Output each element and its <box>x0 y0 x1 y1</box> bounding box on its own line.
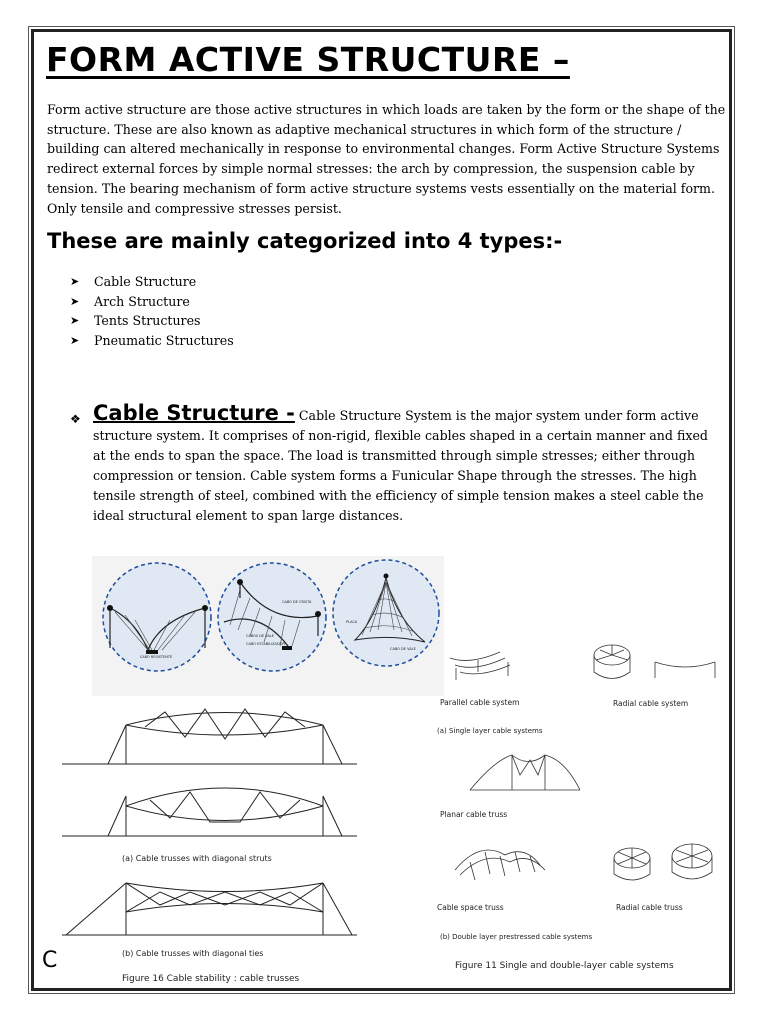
c2-mid-label: CABOS DE VALE <box>246 634 275 638</box>
truss-a-caption: (a) Cable trusses with diagonal struts <box>122 854 272 863</box>
list-item: ➤ Arch Structure <box>70 292 234 312</box>
c2-bottom-label: CABO ESTABILIZADOR <box>246 642 285 646</box>
radial-truss-label: Radial cable truss <box>616 903 683 912</box>
truss-diagram-top <box>62 709 357 764</box>
radial-cable-sketch <box>594 645 715 679</box>
page-title: FORM ACTIVE STRUCTURE – <box>46 40 570 79</box>
stray-character: C <box>42 948 58 973</box>
c3-right-label: CABO DE VALE <box>390 647 416 651</box>
cable-circle-3 <box>333 560 439 666</box>
arrow-bullet-icon: ➤ <box>70 275 80 288</box>
parallel-label: Parallel cable system <box>440 698 520 707</box>
arrow-bullet-icon: ➤ <box>70 314 80 328</box>
intro-paragraph: Form active structure are those active structures in which loads are taken by the form or the shape of the structure. These are also known as adaptive mechanical structures in which form of the structure / building can altered mechanically in response to environmental changes. Form Active Structure Systems redirect external forces by simple normal stresses: the arch by compression, the suspension cable by tension. The bearing mechanism of form active structure systems vests essentially on the material form. Only tensile and compressive stresses persist. <box>47 102 726 216</box>
parallel-cable-sketch <box>450 652 510 680</box>
figure11-caption: Figure 11 Single and double-layer cable systems <box>455 961 674 971</box>
truss-b-caption: (b) Cable trusses with diagonal ties <box>122 949 264 958</box>
c1-label: CABO RESISTENTE <box>139 655 173 659</box>
list-item: ➤ Cable Structure <box>70 272 234 292</box>
list-item: ➤ Tents Structures <box>70 311 234 331</box>
c2-top-label: CABO DE CRISTA <box>282 600 312 604</box>
arrow-bullet-icon: ➤ <box>70 294 80 308</box>
planar-truss-sketch <box>470 755 580 790</box>
single-layer-caption: (a) Single layer cable systems <box>437 727 543 735</box>
planar-label: Planar cable truss <box>440 810 508 819</box>
truss-diagram-bottom <box>62 883 357 935</box>
cable-structure-heading: Cable Structure - <box>93 401 295 425</box>
double-layer-caption: (b) Double layer prestressed cable systems <box>440 933 593 941</box>
truss-diagram-middle <box>62 788 357 836</box>
figure16-caption: Figure 16 Cable stability : cable trusses <box>122 974 300 984</box>
radial-truss-sketch <box>614 844 712 880</box>
arrow-bullet-icon: ➤ <box>70 334 80 348</box>
c3-left-label: PLACA <box>346 620 358 624</box>
diamond-bullet-icon: ❖ <box>70 412 81 426</box>
list-item: ➤ Pneumatic Structures <box>70 331 234 351</box>
space-label: Cable space truss <box>437 903 504 912</box>
radial-label: Radial cable system <box>613 699 689 708</box>
categories-heading: These are mainly categorized into 4 types:- <box>47 229 563 253</box>
space-truss-sketch <box>455 850 545 880</box>
cable-circle-2 <box>218 563 326 671</box>
cable-structure-body: Cable Structure System is the major system under form active structure system. It comprises of non-rigid, flexible cables shaped in a certain manner and fixed at the ends to span the space. The load is transmitted through simple stresses; either through compression or tension. Cable system forms a Funicular Shape through the stresses. The high tensile strength of steel, combined with the efficiency of simple tension makes a steel cable the ideal structural element to span large distances. <box>93 408 708 523</box>
cable-circle-1 <box>103 563 211 671</box>
